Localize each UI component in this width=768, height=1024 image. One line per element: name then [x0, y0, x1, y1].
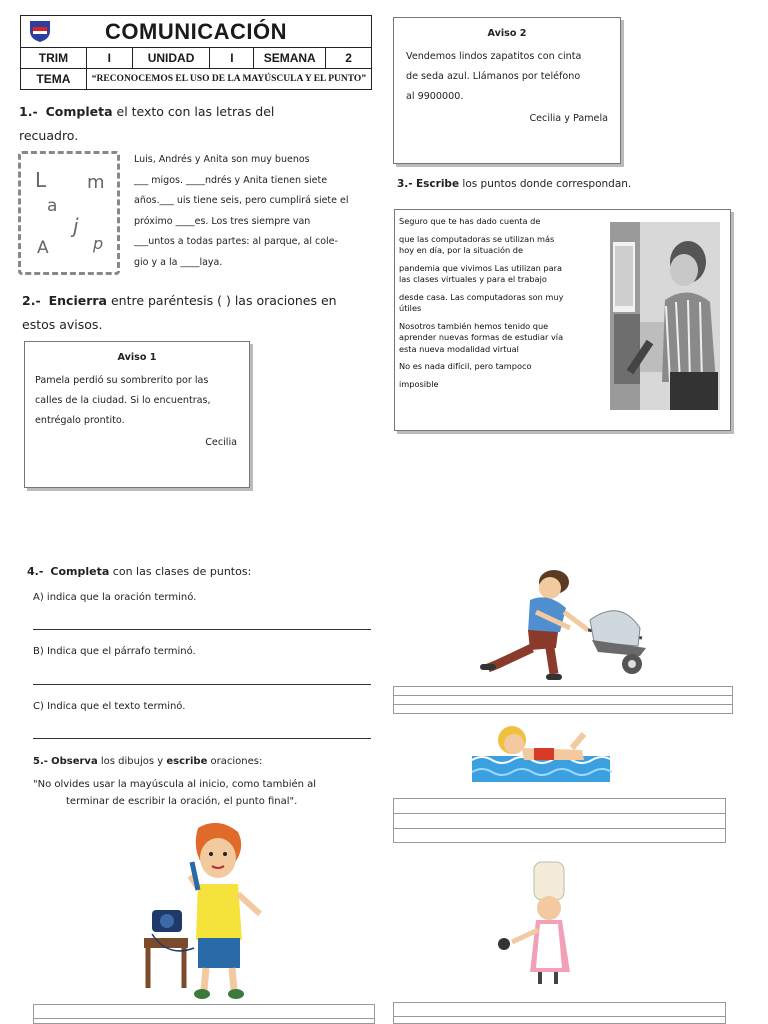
semana-label: SEMANA: [254, 48, 326, 69]
title-cell: [21, 16, 372, 48]
writing-lines-4[interactable]: [33, 1004, 375, 1024]
aviso-2-title: Aviso 2: [487, 28, 527, 39]
writing-line: [34, 1005, 374, 1019]
aviso-1-body: [35, 371, 249, 431]
page-title: COMUNICACIÓN: [105, 18, 287, 44]
q3-line: Seguro que te has dado cuenta de: [399, 216, 541, 226]
answer-line[interactable]: [33, 629, 371, 630]
aviso-1-title: Aviso 1: [117, 352, 157, 363]
q3-paragraph: [399, 263, 607, 286]
writing-line: [394, 799, 725, 814]
q1-heading: [19, 104, 274, 119]
aviso-1-line: calles de la ciudad. Si lo encuentras,: [35, 395, 211, 406]
q1-number: 1.-: [19, 104, 38, 119]
boy-computer-photo: [610, 222, 720, 410]
q4-number: 4.-: [27, 565, 44, 578]
answer-line[interactable]: [33, 684, 371, 685]
tema-value: “RECONOCEMOS EL USO DE LA MAYÚSCULA Y EL PUNTO”: [86, 69, 371, 90]
q4-text: con las clases de puntos:: [112, 565, 252, 578]
q3-paragraph: [399, 216, 607, 228]
aviso-1-signature: Cecilia: [205, 437, 237, 448]
q3-paragraph: [399, 379, 607, 391]
q3-line: Nosotros también hemos tenido que: [399, 320, 549, 331]
q3-paragraph: [399, 292, 607, 315]
writing-line: [394, 696, 732, 705]
q3-heading: [397, 178, 631, 190]
q5-heading: [33, 756, 262, 767]
q3-line: desde casa. Las computadoras son muy: [399, 291, 564, 302]
q3-line: aprender nuevas formas de estudiar vía: [399, 332, 564, 342]
trim-value: I: [86, 48, 132, 69]
semana-value: 2: [326, 48, 372, 69]
q3-line: hoy en día, por la situación de: [399, 245, 524, 255]
letter-a-upper: A: [37, 238, 49, 258]
q5-verb-observa: Observa: [51, 756, 98, 767]
q5-verb-escribe: escribe: [166, 756, 208, 767]
boy-wheelbarrow-image: [470, 568, 650, 686]
q4-item-b: B) Indica que el párrafo terminó.: [33, 646, 196, 657]
unidad-label: UNIDAD: [132, 48, 210, 69]
letter-l: L: [35, 168, 47, 192]
q3-line: pandemia que vivimos Las utilizan para: [399, 262, 563, 273]
q3-paragraph: [399, 234, 607, 257]
q1-passage: [134, 150, 374, 273]
aviso-2: [393, 17, 621, 164]
girl-swimming-image: [472, 720, 612, 786]
q3-verb: Escribe: [416, 178, 460, 190]
q1-heading-line2: recuadro.: [19, 128, 79, 143]
q3-line: imposible: [399, 378, 439, 389]
q3-number: 3.-: [397, 178, 413, 190]
passage-line: ___ migos. ____ndrés y Anita tienen siete: [134, 174, 328, 186]
answer-line[interactable]: [33, 738, 371, 739]
writing-line: [394, 687, 732, 696]
q3-paragraphs: [399, 216, 607, 396]
tema-label: TEMA: [21, 69, 87, 90]
q4-heading: [27, 565, 251, 578]
q5-text-mid: los dibujos y: [100, 756, 164, 767]
q2-number: 2.-: [22, 293, 41, 308]
q3-line: No es nada difícil, pero tampoco: [399, 361, 532, 371]
q3-line: esta nueva modalidad virtual: [399, 343, 519, 354]
q1-text: el texto con las letras del: [116, 104, 275, 119]
aviso-2-line: al 9900000.: [406, 91, 464, 102]
q3-textbox: [394, 209, 731, 431]
writing-lines-1[interactable]: [393, 686, 733, 714]
q3-line: que las computadoras se utilizan más: [399, 233, 555, 244]
q4-item-a: A) indica que la oración terminó.: [33, 592, 197, 603]
q3-paragraph: [399, 321, 607, 356]
q5-quote-line2: terminar de escribir la oración, el punto final".: [66, 796, 298, 807]
q5-quote-line1: "No olvides usar la mayúscula al inicio, como también al: [33, 779, 317, 790]
passage-line: años.___ uis tiene seis, pero cumplirá siete el: [134, 195, 349, 206]
q2-heading: [22, 293, 337, 308]
writing-lines-3[interactable]: [393, 1002, 726, 1024]
q3-text: los puntos donde correspondan.: [462, 178, 632, 190]
aviso-2-line: de seda azul. Llámanos por teléfono: [406, 71, 581, 82]
letter-box: [18, 151, 120, 275]
aviso-2-body: [406, 47, 620, 107]
q5-number: 5.-: [33, 756, 48, 767]
q2-text: entre paréntesis ( ) las oraciones en: [110, 293, 337, 308]
aviso-2-signature: Cecilia y Pamela: [529, 113, 608, 124]
trim-label: TRIM: [21, 48, 87, 69]
aviso-1: [24, 341, 250, 488]
letter-j: j: [73, 214, 79, 238]
q5-text-rest: oraciones:: [210, 756, 263, 767]
aviso-1-line: entrégalo prontito.: [35, 415, 125, 426]
passage-line: gio y a la ____laya.: [134, 256, 223, 268]
writing-line: [394, 1003, 725, 1017]
q3-line: útiles: [399, 303, 422, 313]
letter-p: p: [93, 234, 104, 253]
unidad-value: I: [210, 48, 254, 69]
school-logo-icon: [27, 19, 53, 43]
letter-m: m: [87, 172, 105, 193]
q1-verb: Completa: [45, 104, 113, 119]
q3-paragraph: [399, 361, 607, 373]
writing-lines-2[interactable]: [393, 798, 726, 843]
girl-chef-image: [492, 860, 576, 988]
writing-line: [394, 814, 725, 829]
q2-heading-line2: estos avisos.: [22, 317, 103, 332]
letter-a: a: [47, 196, 58, 216]
header-table: [20, 15, 372, 90]
q2-verb: Encierra: [48, 293, 107, 308]
aviso-2-line: Vendemos lindos zapatitos con cinta: [406, 51, 582, 62]
q3-line: las clases virtuales y para el trabajo: [399, 274, 547, 284]
aviso-1-line: Pamela perdió su sombrerito por las: [35, 375, 209, 386]
boy-telephone-image: [138, 818, 270, 1004]
passage-line: próximo ____es. Los tres siempre van: [134, 215, 311, 227]
passage-line: ___untos a todas partes: al parque, al cole-: [134, 236, 338, 247]
q4-item-c: C) Indica que el texto terminó.: [33, 701, 186, 712]
passage-line: Luis, Andrés y Anita son muy buenos: [134, 154, 310, 165]
q4-verb: Completa: [50, 565, 110, 578]
